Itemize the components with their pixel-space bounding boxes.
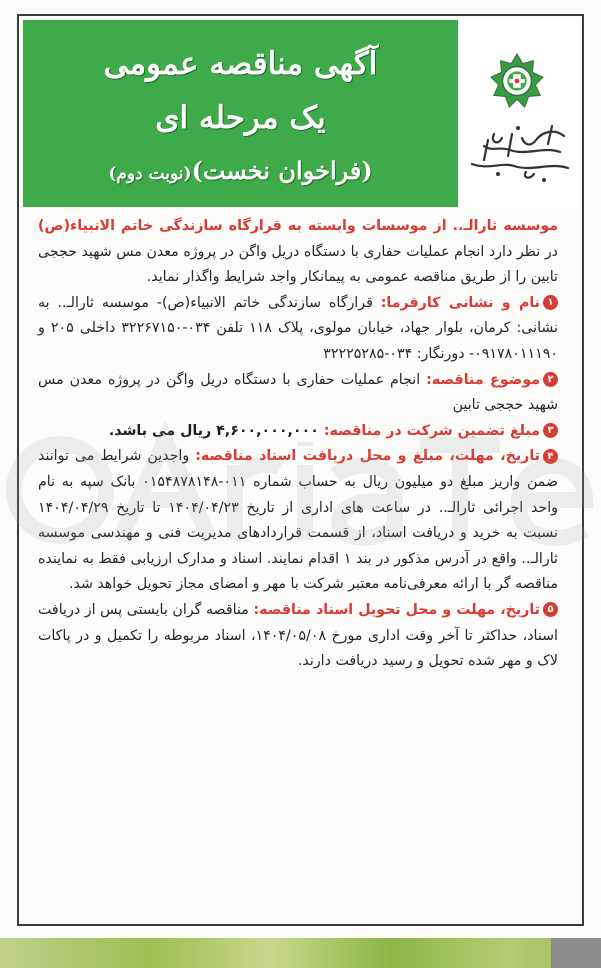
intro-paragraph xyxy=(38,214,558,291)
section-5 xyxy=(38,598,558,675)
ad-header xyxy=(23,20,578,207)
title-line-1: آگهی مناقصه عمومی xyxy=(103,46,378,82)
section-label: موضوع مناقصه: xyxy=(426,371,540,388)
section-text: واجدین شرایط می توانند ضمن واریز مبلغ دو میلیون ریال به حساب شماره ۰۱۱-۰۱۵۴۸۷۸۱۴۸ بانک سپه به نام واحد اجرائی ثارالـ.. در ساعت های اداری از تاریخ ۱۴۰۴/۰۴/۲۳ تا تاریخ ۱۴۰۴/۰۴/۲۹ نسبت به خرید و دریافت اسناد، از قسمت قراردادهای مدیریت فنی و مهندسی موسسه ثارالـ.. واقع در آدرس مذکور در بند ۱ اقدام نمایند. اسناد و مدارک ارزیابی فقط به نماینده مناقصه گر با ارائه معرفی‌نامه معتبر شرکت با مهر و امضای مجاز تحویل خواهد شد. xyxy=(38,448,558,593)
bottom-corner-block xyxy=(551,938,601,968)
header-title-area xyxy=(23,20,458,207)
section-label: تاریخ، مهلت، مبلغ و محل دریافت اسناد مناقصه: xyxy=(195,448,540,465)
section-label: مبلغ تضمین شرکت در مناقصه: xyxy=(323,422,540,439)
section-label: تاریخ، مهلت و محل تحویل اسناد مناقصه: xyxy=(253,601,540,618)
section-text: انجام عملیات حفاری با دستگاه دریل واگن در پروژه معدن مس شهید حججی تابین xyxy=(38,371,558,414)
section-text: ۴,۶۰۰,۰۰۰,۰۰۰ ریال می باشد. xyxy=(108,422,324,439)
section-1 xyxy=(38,291,558,368)
section-4 xyxy=(38,444,558,598)
section-number-badge: ۴ xyxy=(543,449,558,464)
title-line-3-main: (فراخوان نخست) xyxy=(191,156,373,185)
title-line-3 xyxy=(23,156,458,185)
section-2 xyxy=(38,368,558,419)
section-number-badge: ۵ xyxy=(543,602,558,617)
ad-body xyxy=(38,214,558,675)
section-text: مناقصه گران بایستی پس از دریافت اسناد، حداکثر تا آخر وقت اداری مورخ ۱۴۰۴/۰۵/۰۸، اسناد مربوطه را تکمیل و در پاکات لاک و مهر شده تحویل و رسید دریافت دارند. xyxy=(38,601,558,670)
section-number-badge: ۲ xyxy=(543,372,558,387)
logo-calligraphy xyxy=(464,116,574,186)
emblem-icon xyxy=(488,52,546,110)
intro-lead: موسسه ثارالـ.. از موسسات وابسته به قرارگاه سازندگی خاتم الانبیاء(ص) xyxy=(38,218,558,234)
organization-logo xyxy=(458,20,578,207)
section-number-badge: ۱ xyxy=(543,295,558,310)
section-3 xyxy=(38,419,558,445)
bottom-decor-strip xyxy=(0,938,601,968)
section-text: قرارگاه سازندگی خاتم الانبیاء(ص)- موسسه ثارالـ.. به نشانی: کرمان، بلوار جهاد، خیابان مولوی، پلاک ۱۱۸ تلفن ۰۳۴-۳۲۲۶۷۱۵۰ داخلی ۲۰۵ و ۰۹۱۷۸۰۱۱۱۹۰- دورنگار: ۰۳۴-۳۲۲۲۵۲۸۵ xyxy=(38,294,558,362)
title-line-3-small: (نوبت دوم) xyxy=(108,164,192,184)
section-number-badge: ۳ xyxy=(543,423,558,438)
title-line-2: یک مرحله ای xyxy=(155,100,326,136)
section-label: نام و نشانی کارفرما: xyxy=(380,294,540,311)
intro-text: در نظر دارد انجام عملیات حفاری با دستگاه دریل واگن در پروژه معدن مس شهید حججی تابین را از طریق مناقصه عمومی به پیمانکار واجد شرایط واگذار نماید. xyxy=(38,243,558,286)
